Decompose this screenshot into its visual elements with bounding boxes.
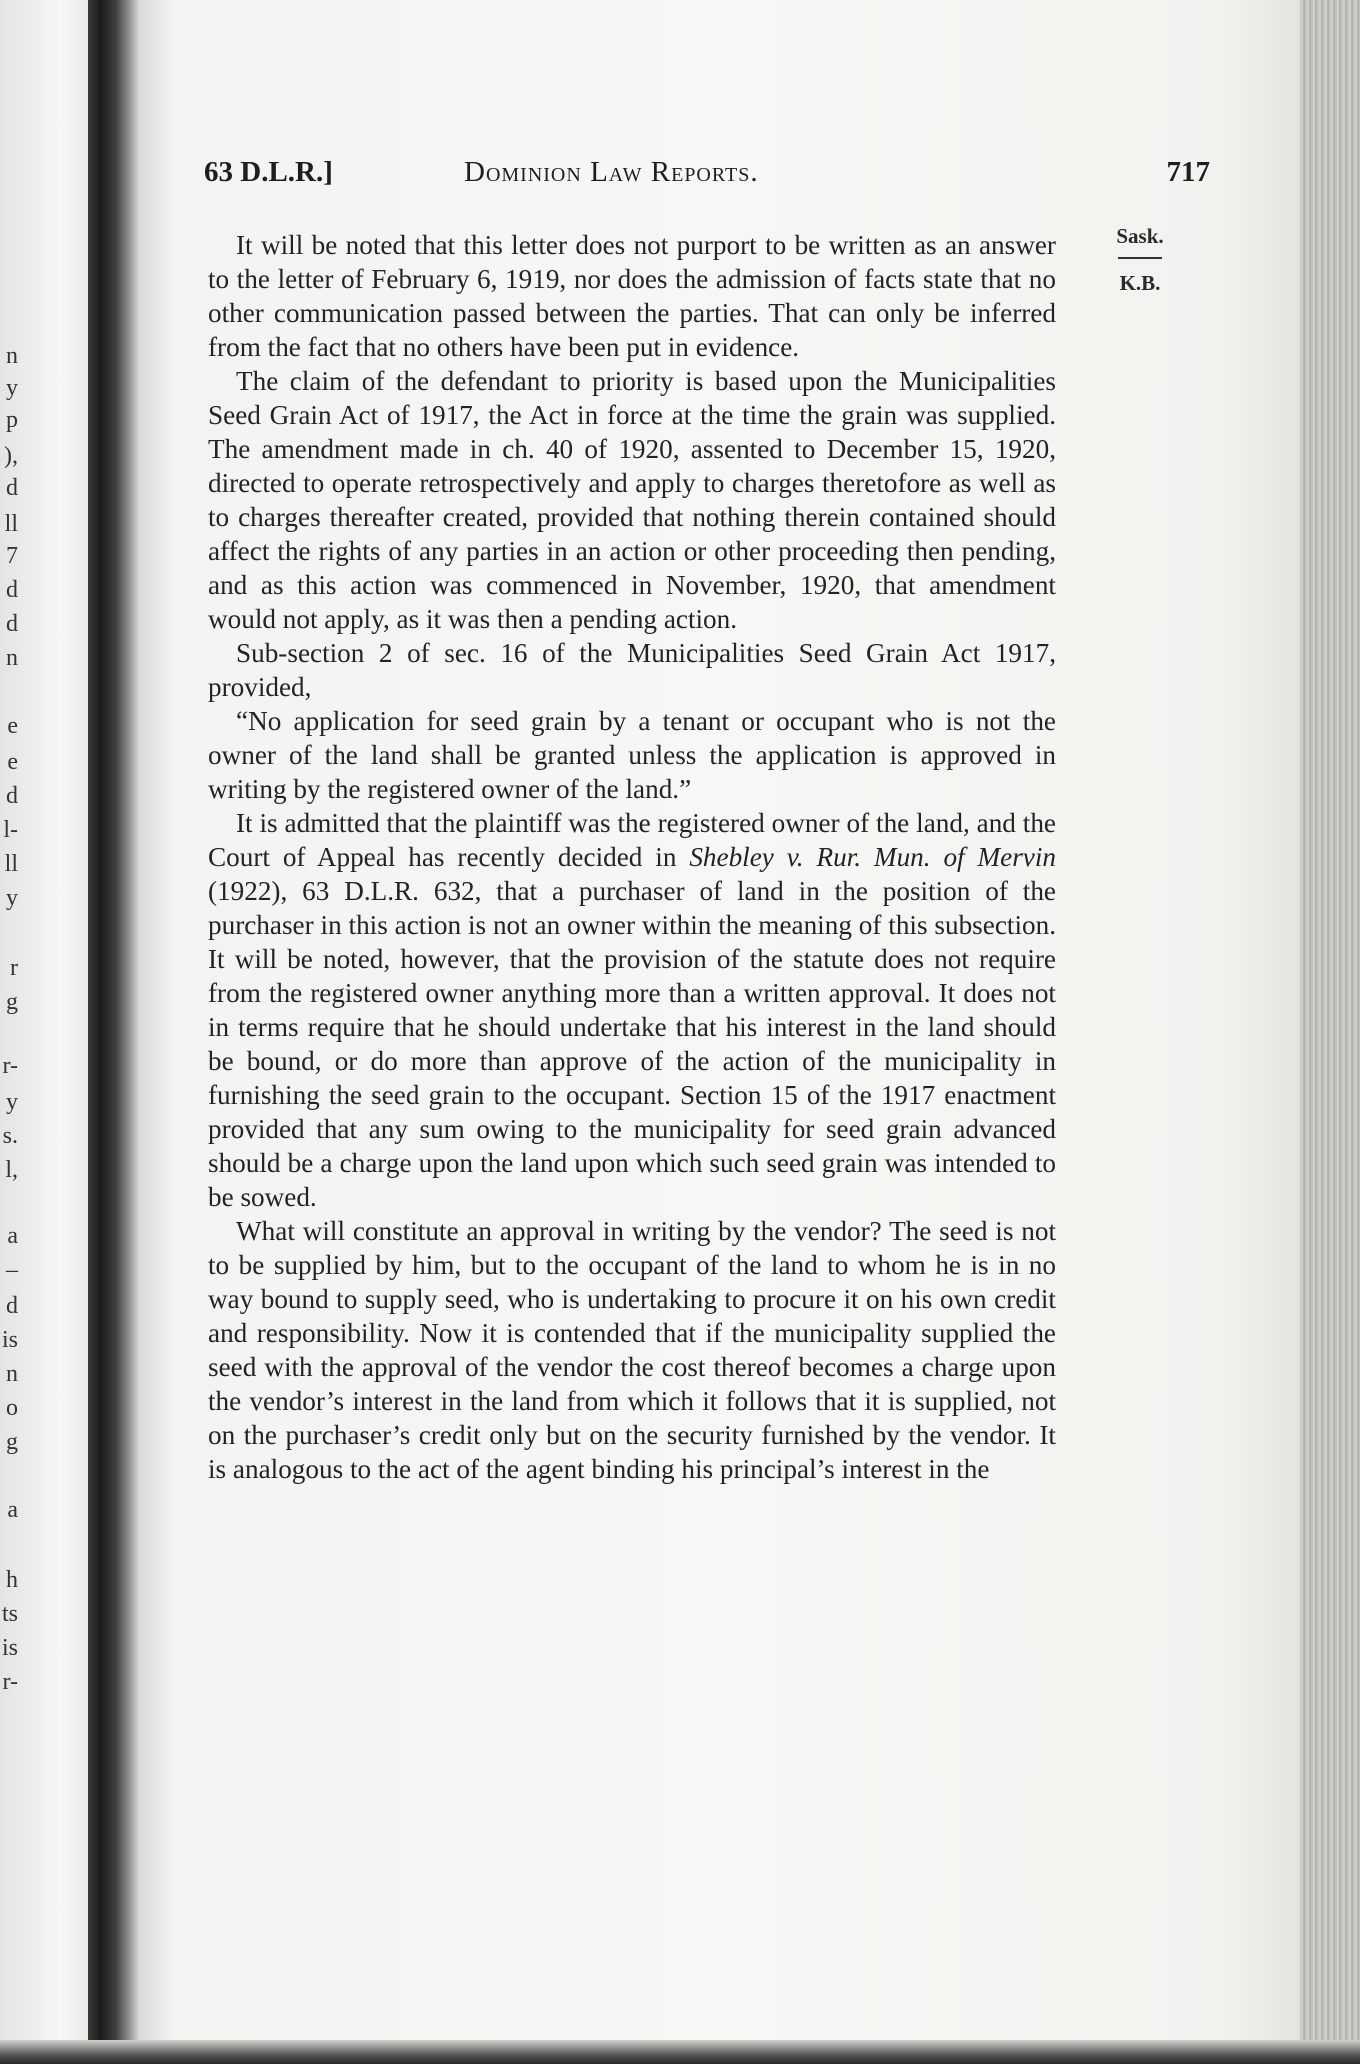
case-citation: Shebley v. Rur. Mun. of Mervin [689, 842, 1057, 872]
volume-reference: 63 D.L.R.] [204, 156, 333, 188]
fragment: d [6, 475, 18, 501]
fragment: d [6, 1293, 18, 1319]
fragment: ll [4, 851, 18, 877]
fragment: r- [2, 1053, 18, 1079]
paragraph-text: It is admitted that the plaintiff was the registered owner of the land, and the Court of Appeal has recently decided in [208, 808, 1056, 872]
fragment: d [6, 611, 18, 637]
page-stack-edge [1300, 0, 1360, 2064]
scan-bottom-edge [0, 2040, 1360, 2064]
paragraph-text: (1922), 63 D.L.R. 632, that a purchaser of land in the position of the purchaser in this action is not an owner within the meaning of this subsection. It will be noted, however, that the provision of the statute does not require from the registered owner anything more than a written approval. It does not in terms require that he should undertake that his interest in the land should be bound, or do more than approve of the action of the municipality in furnishing the seed grain to the occupant. Section 15 of the 1917 enactment provided that any sum owing to the municipality for seed grain advanced should be a charge upon the land upon which such seed grain was intended to be sowed. [208, 876, 1056, 1212]
paragraph: What will constitute an approval in writing by the vendor? The seed is not to be supplied by him, but to the occupant of the land to whom he is in no way bound to supply seed, who is undertaking to procure it on his own credit and responsibility. Now it is contended that if the municipality supplied the seed with the approval of the vendor the cost thereof becomes a charge upon the vendor’s interest in the land from which it follows that it is supplied, not on the purchaser’s credit only but on the security furnished by the vendor. It is analogous to the act of the agent binding his principal’s interest in the [208, 1216, 1056, 1484]
fragment: g [6, 989, 18, 1015]
fragment: y [6, 1089, 18, 1115]
running-header [204, 156, 1210, 196]
fragment: 7 [6, 543, 18, 569]
fragment: o [6, 1395, 18, 1421]
fragment: ), [4, 443, 18, 469]
court-label: K.B. [1119, 271, 1161, 295]
fragment: n [6, 343, 18, 369]
fragment: h [6, 1567, 18, 1593]
facing-page-edge [0, 0, 88, 2064]
fragment: n [6, 645, 18, 671]
paragraph [208, 806, 1056, 1214]
fragment: y [6, 375, 18, 401]
fragment: – [6, 1257, 18, 1283]
fragment: y [6, 885, 18, 911]
fragment: a [7, 1223, 18, 1249]
fragment: e [7, 749, 18, 775]
fragment: d [6, 577, 18, 603]
paragraph: Sub-section 2 of sec. 16 of the Municipalities Seed Grain Act 1917, provided, [208, 638, 1056, 702]
fragment: d [6, 783, 18, 809]
margin-note [1108, 224, 1172, 296]
fragment: n [6, 1361, 18, 1387]
fragment: r- [2, 1669, 18, 1695]
page-number: 717 [1166, 156, 1210, 188]
fragment: is [1, 1635, 18, 1661]
fragment: ll [4, 511, 18, 537]
fragment: l, [5, 1157, 18, 1183]
fragment: l- [3, 817, 18, 843]
paragraph: It will be noted that this letter does not purport to be written as an answer to the letter of February 6, 1919, nor does the admission of facts state that no other communication passed between the parties. That can only be inferred from the fact that no others have been put in evidence. [208, 230, 1056, 362]
fragment: a [7, 1497, 18, 1523]
jurisdiction-label: Sask. [1116, 224, 1164, 248]
fragment: r [10, 955, 18, 981]
divider [1118, 257, 1162, 259]
paragraph: The claim of the defendant to priority is based upon the Municipalities Seed Grain Act of 1917, the Act in force at the time the grain was supplied. The amendment made in ch. 40 of 1920, assented to December 15, 1920, directed to operate retrospectively and apply to charges theretofore as well as to charges thereafter created, provided that nothing therein contained should affect the rights of any parties in an action or other proceeding then pending, and as this action was commenced in November, 1920, that amendment would not apply, as it was then a pending action. [208, 366, 1056, 634]
fragment: s. [2, 1123, 18, 1149]
fragment: p [6, 407, 18, 433]
fragment: ts [1, 1601, 18, 1627]
fragment: g [6, 1429, 18, 1455]
fragment: e [7, 713, 18, 739]
body-text [208, 228, 1056, 1486]
report-title: Dominion Law Reports. [464, 156, 759, 188]
book-gutter [88, 0, 138, 2064]
statute-quote: “No application for seed grain by a tenant or occupant who is not the owner of the land shall be granted unless the application is approved in writing by the registered owner of the land.” [208, 706, 1056, 804]
fragment: is [1, 1327, 18, 1353]
